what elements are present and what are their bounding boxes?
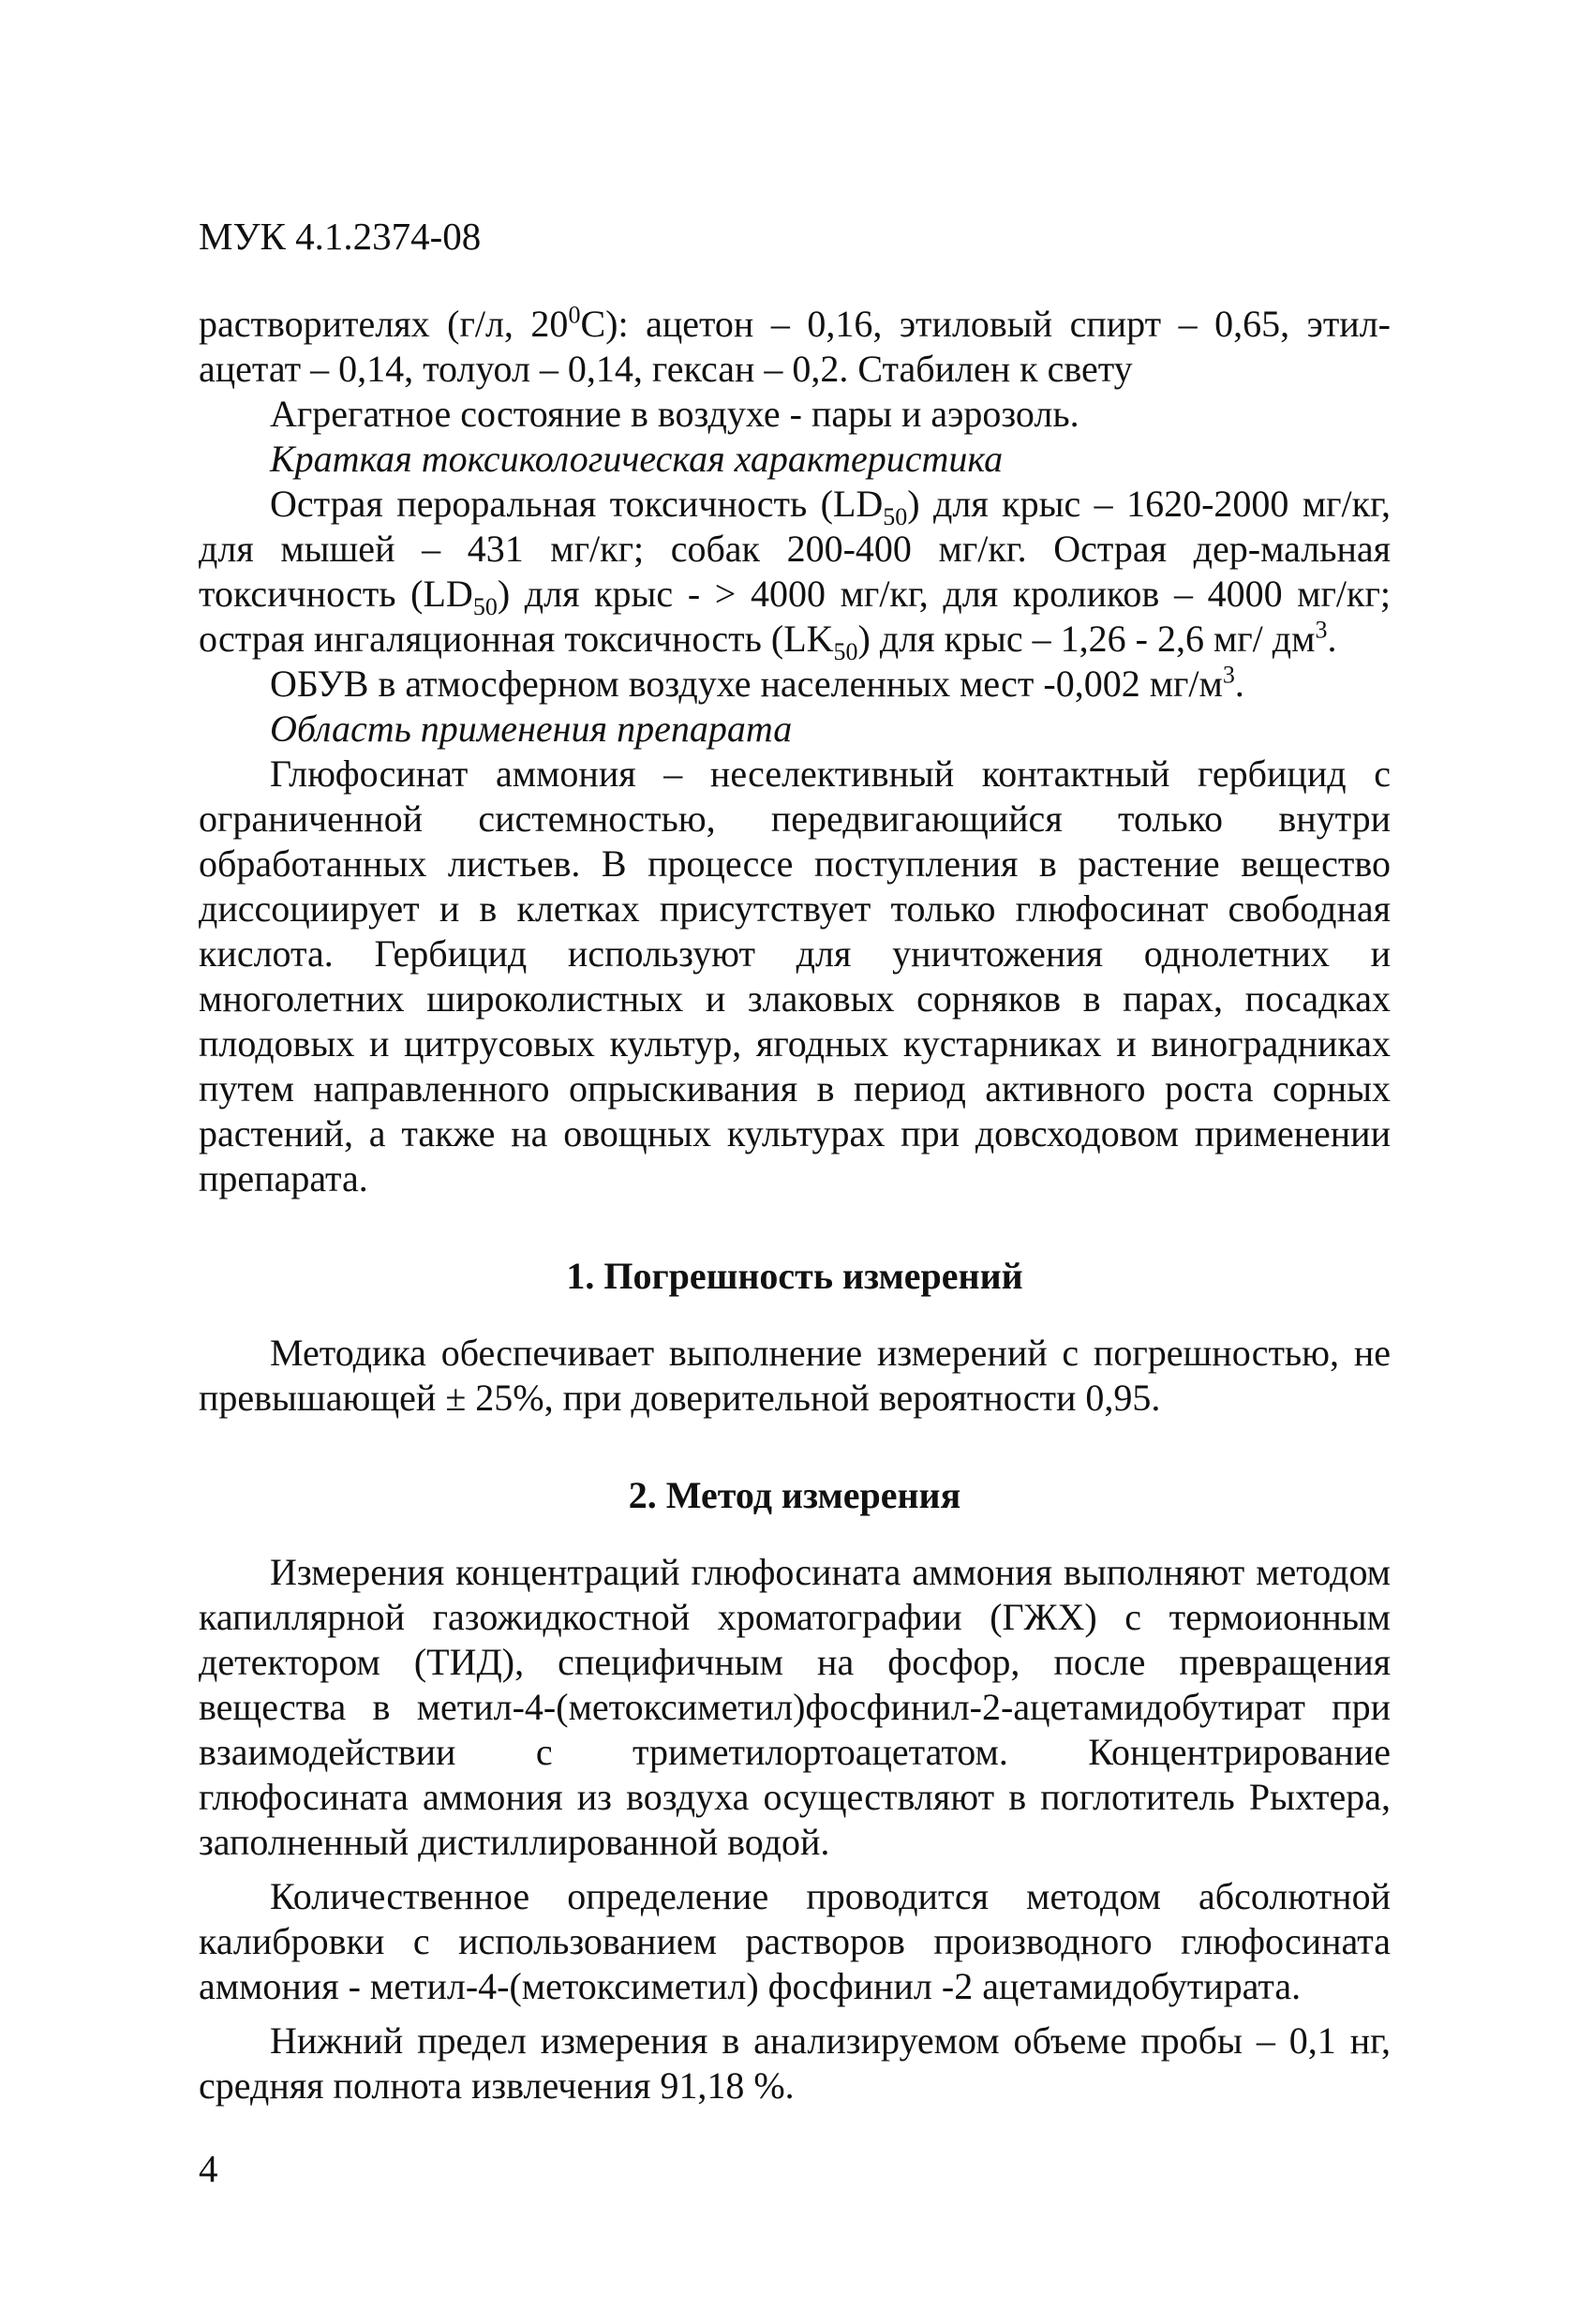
section-1-paragraph: Методика обеспечивает выполнение измерений с погрешностью, не превышающей ± 25%, при доверительной вероятности 0,95. xyxy=(199,1332,1391,1419)
aggregate-state: Агрегатное состояние в воздухе - пары и аэрозоль. xyxy=(270,393,1079,435)
toxicology-heading: Краткая токсикологическая характеристика xyxy=(270,438,1004,480)
obuv-end: . xyxy=(1234,663,1244,705)
ld50-subscript-2: 50 xyxy=(472,593,498,620)
degree-superscript: 0 xyxy=(568,301,581,329)
obuv-text: ОБУВ в атмосферном воздухе населенных мест -0,002 мг/м xyxy=(270,663,1223,705)
section-2-title: 2. Метод измерения xyxy=(628,1474,961,1516)
page-number: 4 xyxy=(199,2147,218,2190)
lk50-subscript: 50 xyxy=(833,638,858,665)
obuv-line xyxy=(199,662,1391,707)
ld50-subscript-1: 50 xyxy=(883,503,908,530)
toxicity-text-d: ) для крыс – 1,26 - 2,6 мг/ дм xyxy=(857,618,1316,660)
dm3-superscript: 3 xyxy=(1315,616,1328,644)
page-content xyxy=(199,214,1391,2108)
toxicity-paragraph xyxy=(199,482,1391,665)
section-2-paragraph-1: Измерения концентраций глюфосината аммония выполняют методом капиллярной газожидкостной хроматографии (ГЖХ) с термоионным детектором (ТИД), специфичным на фосфор, после превращения вещества в метил-4-(метоксиметил)фосфинил-2-ацетамидобутират при взаимодействии с триметилортоацетатом. Концентрирование глюфосината аммония из воздуха осуществляют в поглотитель Рыхтера, заполненный дистиллированной водой. xyxy=(199,1551,1391,1863)
section-1-title: 1. Погрешность измерений xyxy=(566,1255,1023,1297)
toxicity-text-e: . xyxy=(1327,618,1337,660)
solvents-paragraph xyxy=(199,302,1391,392)
toxicity-text-a: Острая пероральная токсичность (LD xyxy=(270,483,884,525)
toxicity-text-b: ) для крыс – 1620-2000 мг/кг, для мышей – 431 мг/кг; собак 200-400 мг/кг. Острая дер-мальная токсичность (LD xyxy=(199,483,1391,615)
solvents-text-b: С): ацетон – 0,16, этиловый спирт – 0,65, этил-ацетат – 0,14, толуол – 0,14, гексан – 0,2. Стабилен к свету xyxy=(199,303,1391,390)
document-code: МУК 4.1.2374-08 xyxy=(199,215,482,258)
solvents-text-a: растворителях (г/л, 20 xyxy=(199,303,569,345)
toxicity-text-c: ) для крыс - > 4000 мг/кг, для кроликов – 4000 мг/кг; острая ингаляционная токсичность (LK xyxy=(199,573,1391,660)
section-2-paragraph-2: Количественное определение проводится методом абсолютной калибровки с использованием растворов производного глюфосината аммония - метил-4-(метоксиметил) фосфинил -2 ацетамидобутирата. xyxy=(199,1875,1391,2007)
application-heading: Область применения препарата xyxy=(270,708,793,750)
m3-superscript: 3 xyxy=(1222,661,1235,689)
section-2-paragraph-3: Нижний предел измерения в анализируемом объеме пробы – 0,1 нг, средняя полнота извлечения 91,18 %. xyxy=(199,2019,1391,2107)
application-paragraph: Глюфосинат аммония – неселективный контактный гербицид с ограниченной системностью, передвигающийся только внутри обработанных листьев. В процессе поступления в растение вещество диссоциирует и в клетках присутствует только глюфосинат свободная кислота. Гербицид используют для уничтожения однолетних и многолетних широколистных и злаковых сорняков в парах, посадках плодовых и цитрусовых культур, ягодных кустарниках и виноградниках путем направленного опрыскивания в период активного роста сорных растений, а также на овощных культурах при довсходовом применении препарата. xyxy=(199,752,1391,1199)
